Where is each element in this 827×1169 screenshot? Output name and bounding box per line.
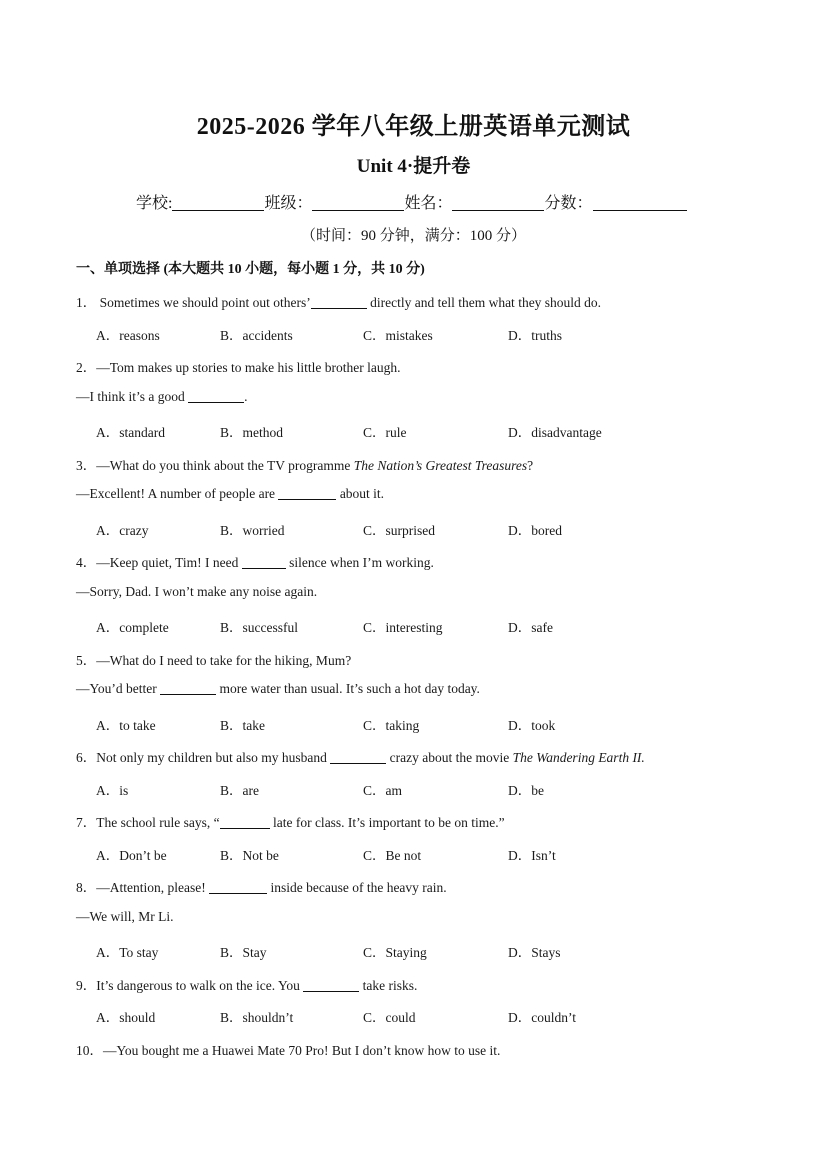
option-d[interactable]: D．couldn’t <box>508 1010 576 1025</box>
question-4 <box>76 551 434 571</box>
score-blank[interactable] <box>593 194 687 211</box>
question-number: 10． <box>76 1043 103 1058</box>
question-5-line2 <box>76 681 480 697</box>
question-number: 6． <box>76 750 97 765</box>
answer-blank <box>209 880 267 894</box>
answer-blank <box>220 815 270 829</box>
page-title: 2025-2026 学年八年级上册英语单元测试 <box>196 114 631 140</box>
option-b[interactable]: B．shouldn’t <box>220 1010 294 1025</box>
question-number: 9． <box>76 978 97 993</box>
question-text: late for class. It’s important to be on time.” <box>272 815 505 830</box>
question-text: directly and tell them what they should do. <box>370 295 602 310</box>
option-d[interactable]: D．be <box>508 783 544 798</box>
question-number: 4． <box>76 555 97 570</box>
score-label: 分数： <box>544 195 593 212</box>
option-a[interactable]: A．reasons <box>96 328 160 343</box>
class-label: 班级： <box>264 195 313 212</box>
option-b[interactable]: B．Not be <box>220 848 279 863</box>
programme-title: The Nation’s Greatest Treasures <box>353 458 528 473</box>
option-b[interactable]: B．accidents <box>220 328 293 343</box>
option-d[interactable]: D．Isn’t <box>508 848 556 863</box>
question-4-line2 <box>76 584 317 600</box>
name-blank[interactable] <box>452 194 544 211</box>
movie-title: The Wandering Earth II. <box>512 750 645 765</box>
option-c[interactable]: C．interesting <box>363 620 443 635</box>
page-subtitle: Unit 4·提升卷 <box>356 156 471 177</box>
question-text: —Tom makes up stories to make his little brother laugh. <box>96 360 401 375</box>
question-text: take risks. <box>362 978 418 993</box>
option-d[interactable]: D．took <box>508 718 556 733</box>
question-text: —What do you think about the TV programme <box>96 458 351 473</box>
question-text: The school rule says, “ <box>96 815 220 830</box>
question-number: 5． <box>76 653 97 668</box>
question-text: silence when I’m working. <box>289 555 434 570</box>
option-a[interactable]: A．should <box>96 1010 156 1025</box>
question-text: —Sorry, Dad. I won’t make any noise again. <box>76 584 318 599</box>
question-text: inside because of the heavy rain. <box>270 880 447 895</box>
answer-blank <box>303 978 359 992</box>
question-2 <box>76 356 401 376</box>
question-text: crazy about the movie <box>389 750 510 765</box>
section-title: 一、单项选择 (本大题共 10 小题，每小题 1 分，共 10 分) <box>76 262 425 277</box>
option-a[interactable]: A．crazy <box>96 523 149 538</box>
option-a[interactable]: A．standard <box>96 425 165 440</box>
question-text: about it. <box>339 486 385 501</box>
option-b[interactable]: B．are <box>220 783 259 798</box>
question-text: —What do I need to take for the hiking, Mum? <box>96 653 352 668</box>
question-6 <box>76 746 645 766</box>
question-7 <box>76 811 505 831</box>
question-3-line2 <box>76 486 384 502</box>
question-9 <box>76 974 417 994</box>
option-d[interactable]: D．disadvantage <box>508 425 602 440</box>
option-c[interactable]: C．rule <box>363 425 407 440</box>
option-a[interactable]: A．Don’t be <box>96 848 167 863</box>
question-text: —We will, Mr Li. <box>76 909 174 924</box>
option-c[interactable]: C．Be not <box>363 848 422 863</box>
answer-blank <box>311 295 367 309</box>
question-text: —Excellent! A number of people are <box>76 486 276 501</box>
question-number: 1． <box>76 295 97 310</box>
question-number: 2． <box>76 360 97 375</box>
option-b[interactable]: B．method <box>220 425 283 440</box>
option-c[interactable]: C．Staying <box>363 945 427 960</box>
name-label: 姓名： <box>404 195 453 212</box>
question-text: —You bought me a Huawei Mate 70 Pro! But I don’t know how to use it. <box>103 1043 501 1058</box>
option-d[interactable]: D．bored <box>508 523 562 538</box>
answer-blank <box>160 681 216 695</box>
question-text: —Keep quiet, Tim! I need <box>96 555 239 570</box>
question-text: . <box>244 389 248 404</box>
question-1 <box>76 291 601 311</box>
question-text: —You’d better <box>76 681 157 696</box>
student-info-line <box>136 190 687 213</box>
question-text: —Attention, please! <box>96 880 206 895</box>
option-b[interactable]: B．successful <box>220 620 298 635</box>
option-a[interactable]: A．To stay <box>96 945 159 960</box>
option-d[interactable]: D．safe <box>508 620 553 635</box>
question-text: Not only my children but also my husband <box>96 750 327 765</box>
option-d[interactable]: D．Stays <box>508 945 561 960</box>
question-3 <box>76 454 533 474</box>
question-text: It’s dangerous to walk on the ice. You <box>96 978 300 993</box>
option-c[interactable]: C．mistakes <box>363 328 433 343</box>
question-number: 3． <box>76 458 97 473</box>
option-d[interactable]: D．truths <box>508 328 562 343</box>
question-5 <box>76 649 351 669</box>
question-10 <box>76 1039 500 1059</box>
question-2-line2 <box>76 389 248 405</box>
option-b[interactable]: B．worried <box>220 523 285 538</box>
option-b[interactable]: B．take <box>220 718 265 733</box>
question-8 <box>76 876 447 896</box>
question-number: 8． <box>76 880 97 895</box>
question-8-line2 <box>76 909 174 925</box>
question-number: 7． <box>76 815 97 830</box>
option-c[interactable]: C．taking <box>363 718 420 733</box>
option-a[interactable]: A．complete <box>96 620 169 635</box>
question-text: —I think it’s a good <box>76 389 185 404</box>
school-label: 学校: <box>136 195 173 212</box>
question-text: more water than usual. It’s such a hot day today. <box>219 681 480 696</box>
question-text: ? <box>527 458 534 473</box>
answer-blank <box>188 389 244 403</box>
option-b[interactable]: B．Stay <box>220 945 267 960</box>
option-c[interactable]: C．surprised <box>363 523 435 538</box>
question-text: Sometimes we should point out others’ <box>99 295 311 310</box>
class-blank[interactable] <box>312 194 404 211</box>
answer-blank <box>242 555 286 569</box>
option-a[interactable]: A．to take <box>96 718 156 733</box>
school-blank[interactable] <box>172 194 264 211</box>
answer-blank <box>278 486 336 500</box>
answer-blank <box>330 750 386 764</box>
time-info: （时间：90 分钟，满分：100 分） <box>300 228 526 244</box>
option-c[interactable]: C．could <box>363 1010 416 1025</box>
option-c[interactable]: C．am <box>363 783 402 798</box>
option-a[interactable]: A．is <box>96 783 129 798</box>
